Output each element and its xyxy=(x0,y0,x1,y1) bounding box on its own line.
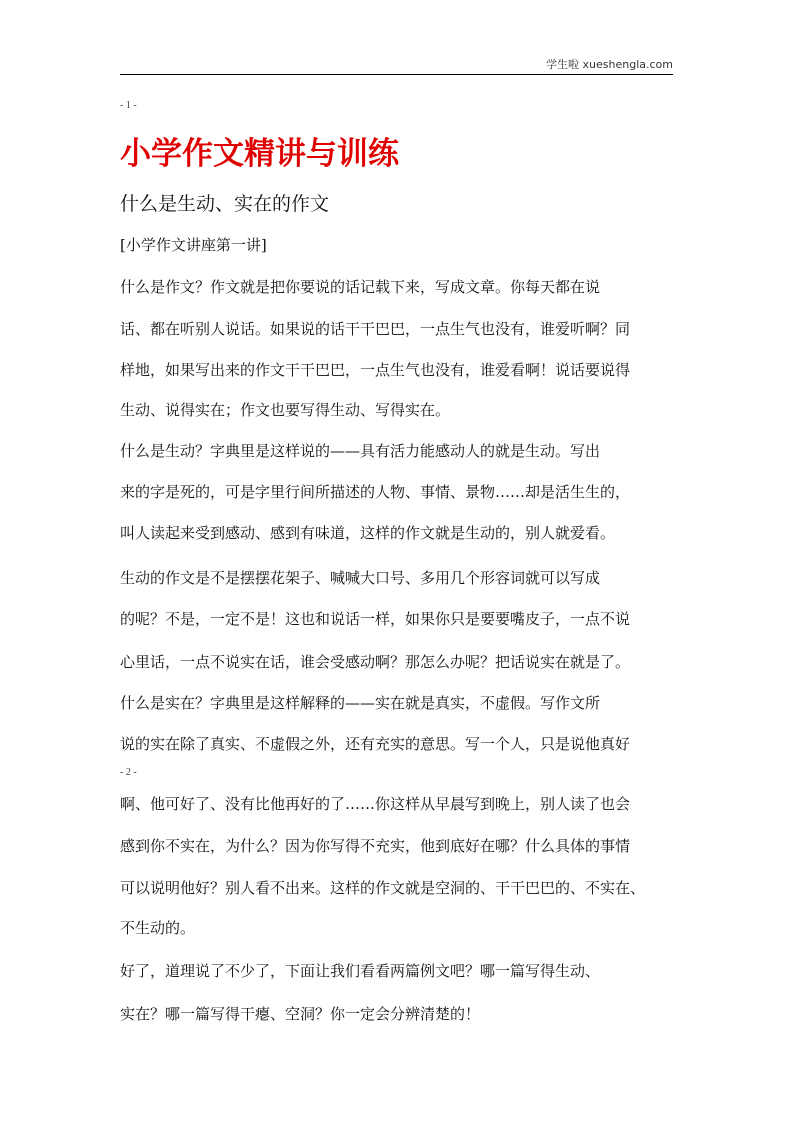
document-subtitle: 什么是生动、实在的作文 xyxy=(120,193,330,215)
header-divider xyxy=(120,74,673,75)
text-line: 实在？哪一篇写得干瘪、空洞？你一定会分辨清楚的！ xyxy=(120,1005,481,1023)
text-line: 的呢？不是，一定不是！这也和说话一样，如果你只是要要嘴皮子，一点不说 xyxy=(120,610,631,628)
text-line: 什么是实在？字典里是这样解释的——实在就是真实，不虚假。写作文所 xyxy=(120,694,601,712)
text-line: 可以说明他好？别人看不出来。这样的作文就是空洞的、干干巴巴的、不实在、 xyxy=(120,879,646,897)
text-line: 话、都在听别人说话。如果说的话干干巴巴，一点生气也没有，谁爱听啊？同 xyxy=(120,320,631,338)
text-line: 什么是生动？字典里是这样说的——具有活力能感动人的就是生动。写出 xyxy=(120,442,601,460)
text-line: 样地，如果写出来的作文干干巴巴，一点生气也没有，谁爱看啊！说话要说得 xyxy=(120,361,631,379)
text-line: 心里话，一点不说实在话，谁会受感动啊？那怎么办呢？把话说实在就是了。 xyxy=(120,653,631,671)
text-line: 什么是作文？作文就是把你要说的话记载下来，写成文章。你每天都在说 xyxy=(120,278,601,296)
text-line: 好了，道理说了不少了，下面让我们看看两篇例文吧？哪一篇写得生动、 xyxy=(120,962,601,980)
text-line: 说的实在除了真实、不虚假之外，还有充实的意思。写一个人，只是说他真好 xyxy=(120,735,631,753)
header-site-label: 学生啦 xueshengla.com xyxy=(546,58,673,71)
text-line: 叫人读起来受到感动、感到有味道，这样的作文就是生动的，别人就爱看。 xyxy=(120,524,616,542)
text-line: 来的字是死的，可是字里行间所描述的人物、事情、景物……却是活生生的， xyxy=(120,483,631,501)
text-line: 不生动的。 xyxy=(120,919,196,937)
page-number: - 2 - xyxy=(120,767,137,778)
text-line: 啊、他可好了、没有比他再好的了……你这样从早晨写到晚上，别人读了也会 xyxy=(120,795,631,813)
page-number: - 1 - xyxy=(120,100,137,111)
text-line: 生动的作文是不是摆摆花架子、喊喊大口号、多用几个形容词就可以写成 xyxy=(120,569,601,587)
text-line: 生动、说得实在；作文也要写得生动、写得实在。 xyxy=(120,401,451,419)
text-line: 感到你不实在，为什么？因为你写得不充实，他到底好在哪？什么具体的事情 xyxy=(120,837,631,855)
lecture-label: [小学作文讲座第一讲] xyxy=(120,236,267,254)
document-title: 小学作文精讲与训练 xyxy=(120,136,399,172)
